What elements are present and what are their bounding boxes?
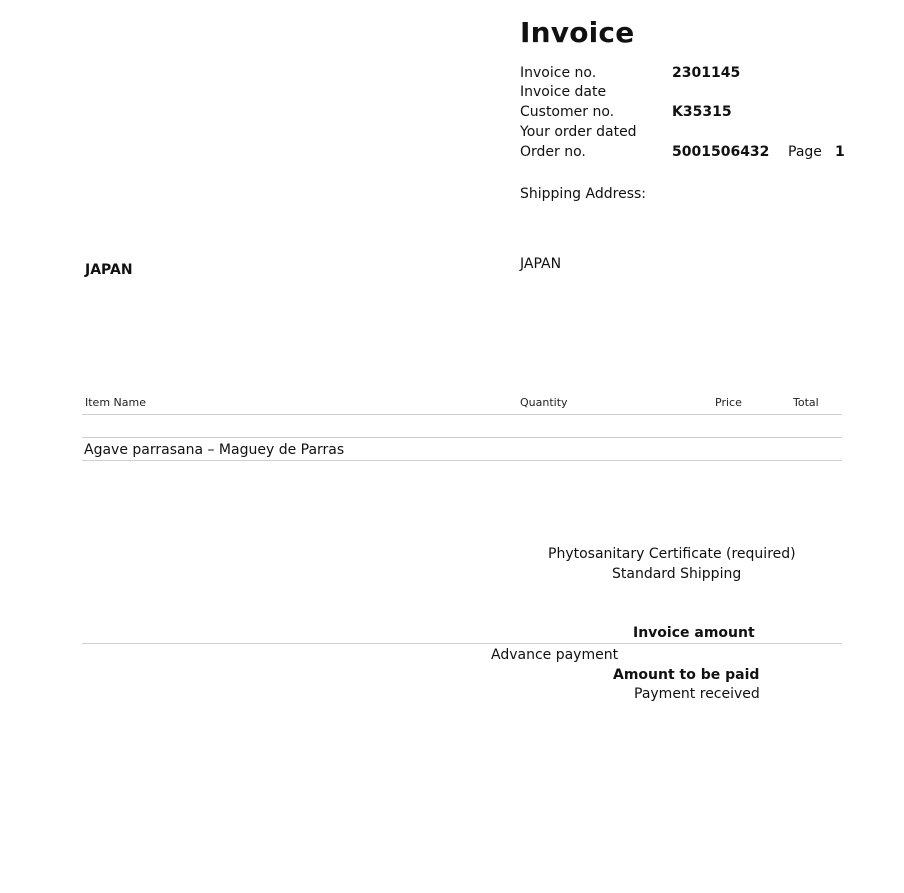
- phytosanitary-certificate-line: Phytosanitary Certificate (required): [548, 546, 796, 562]
- invoice-no-label: Invoice no.: [520, 65, 597, 81]
- customer-no-value: K35315: [672, 104, 732, 120]
- table-header-divider: [82, 414, 842, 415]
- order-no-label: Order no.: [520, 144, 586, 160]
- invoice-no-value: 2301145: [672, 65, 741, 81]
- table-row-divider: [82, 437, 842, 438]
- page-label: Page: [788, 144, 822, 160]
- invoice-amount-label: Invoice amount: [633, 625, 755, 641]
- column-header-quantity: Quantity: [520, 396, 568, 409]
- standard-shipping-line: Standard Shipping: [612, 566, 742, 582]
- customer-no-label: Customer no.: [520, 104, 615, 120]
- billing-country: JAPAN: [85, 262, 133, 278]
- column-header-price: Price: [715, 396, 742, 409]
- invoice-date-label: Invoice date: [520, 84, 607, 100]
- summary-divider: [82, 643, 842, 644]
- table-row-divider: [82, 460, 842, 461]
- table-row-item-name: Agave parrasana – Maguey de Parras: [84, 442, 345, 458]
- invoice-title: Invoice: [520, 16, 635, 49]
- page-number: 1: [835, 144, 845, 160]
- advance-payment-label: Advance payment: [491, 647, 619, 663]
- order-dated-label: Your order dated: [520, 124, 637, 140]
- column-header-total: Total: [793, 396, 819, 409]
- shipping-address-label: Shipping Address:: [520, 186, 646, 202]
- payment-received-label: Payment received: [634, 686, 760, 702]
- column-header-item-name: Item Name: [85, 396, 146, 409]
- order-no-value: 5001506432: [672, 144, 770, 160]
- amount-to-be-paid-label: Amount to be paid: [613, 667, 760, 683]
- shipping-country: JAPAN: [520, 256, 562, 272]
